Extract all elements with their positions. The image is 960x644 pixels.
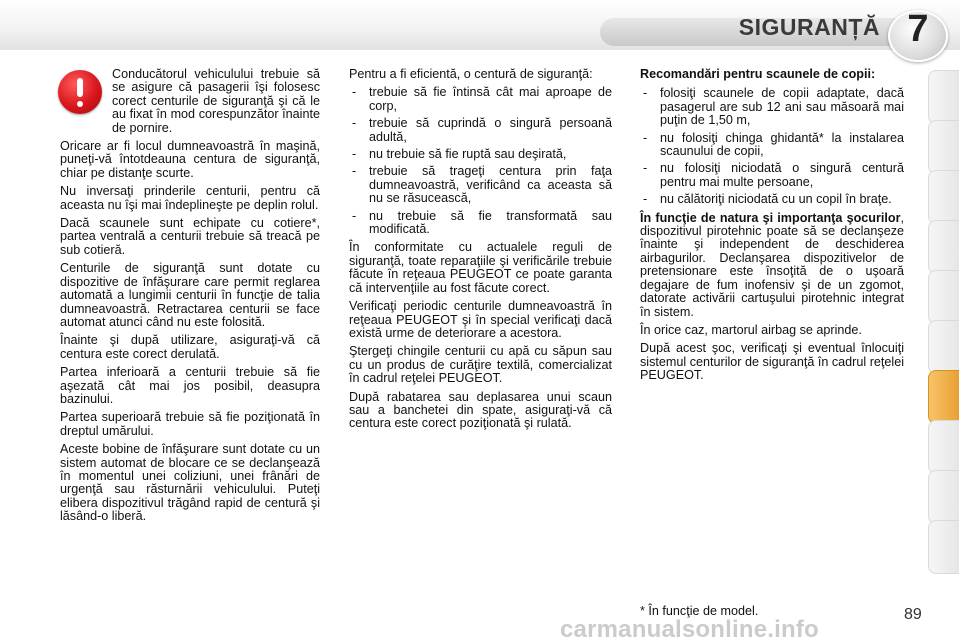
- chapter-tab-1[interactable]: [928, 70, 959, 124]
- list-item: - folosiţi scaunele de copii adaptate, dacă pasagerul are sub 12 ani sau măsoară mai puţin de 1,50 m,: [643, 86, 904, 128]
- pretensioner-paragraph: [640, 212, 904, 319]
- paragraph: Oricare ar fi locul dumneavoastră în maşină, puneţi-vă întotdeauna centura de siguranţă, chiar pe distanţe scurte.: [60, 139, 320, 180]
- chapter-title: SIGURANȚĂ: [738, 14, 880, 40]
- watermark: carmanualsonline.info: [560, 616, 819, 643]
- list-item: - nu folosiţi chinga ghidantă* la instalarea scaunului de copii,: [643, 130, 904, 159]
- child-seat-list: [640, 87, 904, 206]
- chapter-tab-8[interactable]: [928, 420, 959, 474]
- paragraph: Partea inferioară a centurii trebuie să fie aşezată cât mai jos posibil, deasupra bazinului.: [60, 365, 320, 406]
- column-seatbelt-effectiveness: [349, 68, 612, 436]
- paragraph: Partea superioară trebuie să fie poziţionată în dreptul umărului.: [60, 410, 320, 438]
- chapter-tab-5[interactable]: [928, 270, 959, 324]
- list-item: - nu trebuie să fie transformată sau modificată.: [352, 208, 612, 237]
- bold-lead: În funcţie de natura şi importanţa şocurilor: [640, 210, 901, 225]
- paragraph: După rabatarea sau deplasarea unui scaun sau a banchetei din spate, asiguraţi-vă că centura este corect poziţionată şi rulată.: [349, 389, 612, 431]
- effectiveness-list: [349, 86, 612, 236]
- page-number: 89: [904, 606, 922, 623]
- paragraph: Centurile de siguranţă sunt dotate cu dispozitive de înfăşurare care permit reglarea automată a lungimii centurii în funcţie de talia dumneavoastră. Retractarea centurii se face automat atunci când nu este folosită.: [60, 261, 320, 329]
- chapter-tab-4[interactable]: [928, 220, 959, 274]
- chapter-tab-10[interactable]: [928, 520, 959, 574]
- list-item: - trebuie să cuprindă o singură persoană adultă,: [352, 116, 612, 144]
- paragraph: Verificaţi periodic centurile dumneavoastră în reţeaua PEUGEOT şi în special verificaţi dacă există urme de deteriorare a acestora.: [349, 299, 612, 340]
- paragraph: Conducătorul vehiculului trebuie să se asigure că pasagerii îşi folosesc corect centurile de siguranţă şi că le au fixat în mod corespunzător înainte de pornire.: [112, 67, 320, 135]
- paragraph: Nu inversaţi prinderile centurii, pentru că aceasta nu îşi mai îndeplineşte pe deplin rolul.: [60, 184, 320, 212]
- chapter-tab-6[interactable]: [928, 320, 959, 374]
- chapter-tab-7[interactable]: [928, 370, 959, 424]
- list-item: - nu călătoriţi niciodată cu un copil în braţe.: [643, 192, 892, 207]
- paragraph: În conformitate cu actualele reguli de siguranţă, toate reparaţiile şi verificările trebuie făcute în reţeaua PEUGEOT ce poate garanta că intervenţiile au fost făcute corect.: [349, 240, 612, 295]
- chapter-number: 7: [907, 8, 929, 50]
- section-heading: Recomandări pentru scaunele de copii:: [640, 67, 876, 81]
- side-tabs: [928, 70, 960, 570]
- footnote: * În funcţie de model.: [640, 604, 759, 618]
- chapter-tab-9[interactable]: [928, 470, 959, 524]
- list-item: - nu folosiţi niciodată o singură centură pentru mai multe persoane,: [643, 161, 904, 189]
- list-item: - nu trebuie să fie ruptă sau deşirată,: [352, 147, 567, 162]
- chapter-tab-2[interactable]: [928, 120, 959, 174]
- paragraph: Aceste bobine de înfăşurare sunt dotate cu un sistem automat de blocare ce se declanşează în momentul unei coliziuni, unei frânări de urgenţă sau răsturnării vehiculului. Puteţi elibera dispozitivul trăgând rapid de centură şi lăsând-o liberă.: [60, 442, 320, 524]
- paragraph: Dacă scaunele sunt echipate cu cotiere*, partea ventrală a centurii trebuie să treacă pe sub cotieră.: [60, 216, 320, 257]
- list-item: - trebuie să trageţi centura prin faţa dumneavoastră, verificând ca aceasta să nu se răsucească,: [352, 164, 612, 206]
- paragraph: Înainte şi după utilizare, asiguraţi-vă că centura este corect derulată.: [60, 333, 320, 361]
- column-seatbelt-usage: [60, 68, 320, 529]
- list-item: - trebuie să fie întinsă cât mai aproape de corp,: [352, 85, 612, 113]
- paragraph: Ştergeţi chingile centurii cu apă cu săpun sau cu un produs de curăţire textilă, comercializat în cadrul reţelei PEUGEOT.: [349, 344, 612, 386]
- chapter-tab-3[interactable]: [928, 170, 959, 224]
- paragraph: După acest şoc, verificaţi şi eventual înlocuiţi sistemul centurilor de siguranţă în cadrul reţelei PEUGEOT.: [640, 341, 904, 383]
- paragraph: În orice caz, martorul airbag se aprinde.: [640, 322, 862, 337]
- paragraph-rest: , dispozitivul pirotehnic poate să se declanşeze înainte şi independent de deschiderea airbagurilor. Declanşarea dispozitivelor de pretensionare este însoţită de o uşoară degajare de fum inofensiv şi de un zgomot, datorate activării cartuşului pirotehnic integrat în sistem.: [640, 210, 904, 319]
- column-child-seats: [640, 68, 904, 388]
- intro-paragraph: Pentru a fi eficientă, o centură de siguranţă:: [349, 67, 593, 81]
